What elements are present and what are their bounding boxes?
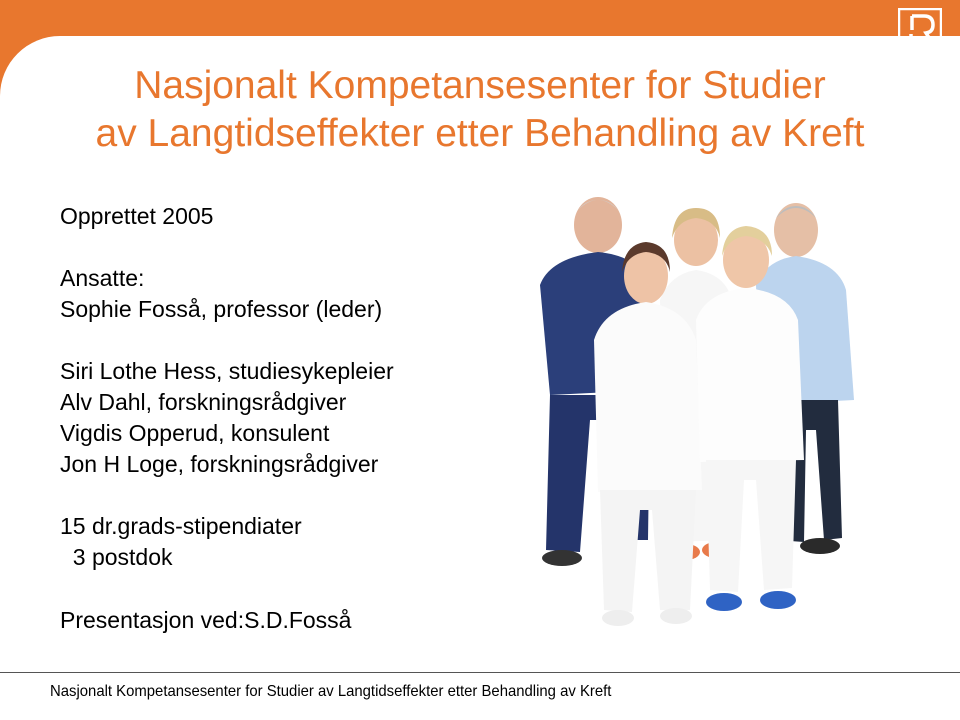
- title-line-1: Nasjonalt Kompetansesenter for Studier: [134, 64, 826, 107]
- presenter-text: Presentasjon ved:S.D.Fosså: [60, 607, 352, 633]
- staff-item: Siri Lothe Hess, studiesykepleier: [60, 358, 394, 384]
- radium-hospital-logo-icon: [898, 8, 942, 52]
- staff-heading: Ansatte:: [60, 265, 145, 291]
- staff-item: Alv Dahl, forskningsrådgiver: [60, 389, 347, 415]
- footer-text: Nasjonalt Kompetansesenter for Studier av Langtidseffekter etter Behandling av Kreft: [50, 683, 612, 700]
- footer-divider: [0, 672, 960, 673]
- title-line-2: av Langtidseffekter etter Behandling av Kreft: [95, 112, 865, 155]
- page-title: [0, 62, 960, 158]
- staff-item: Vigdis Opperud, konsulent: [60, 420, 330, 446]
- established-text: Opprettet 2005: [60, 203, 214, 229]
- postdoc-text: 3 postdok: [60, 544, 173, 570]
- staff-item: Jon H Loge, forskningsrådgiver: [60, 451, 379, 477]
- staff-group-photo: [520, 190, 870, 640]
- header-band: [0, 0, 960, 36]
- content-text: [60, 201, 490, 636]
- leader-text: Sophie Fosså, professor (leder): [60, 296, 383, 322]
- phd-text: 15 dr.grads-stipendiater: [60, 513, 302, 539]
